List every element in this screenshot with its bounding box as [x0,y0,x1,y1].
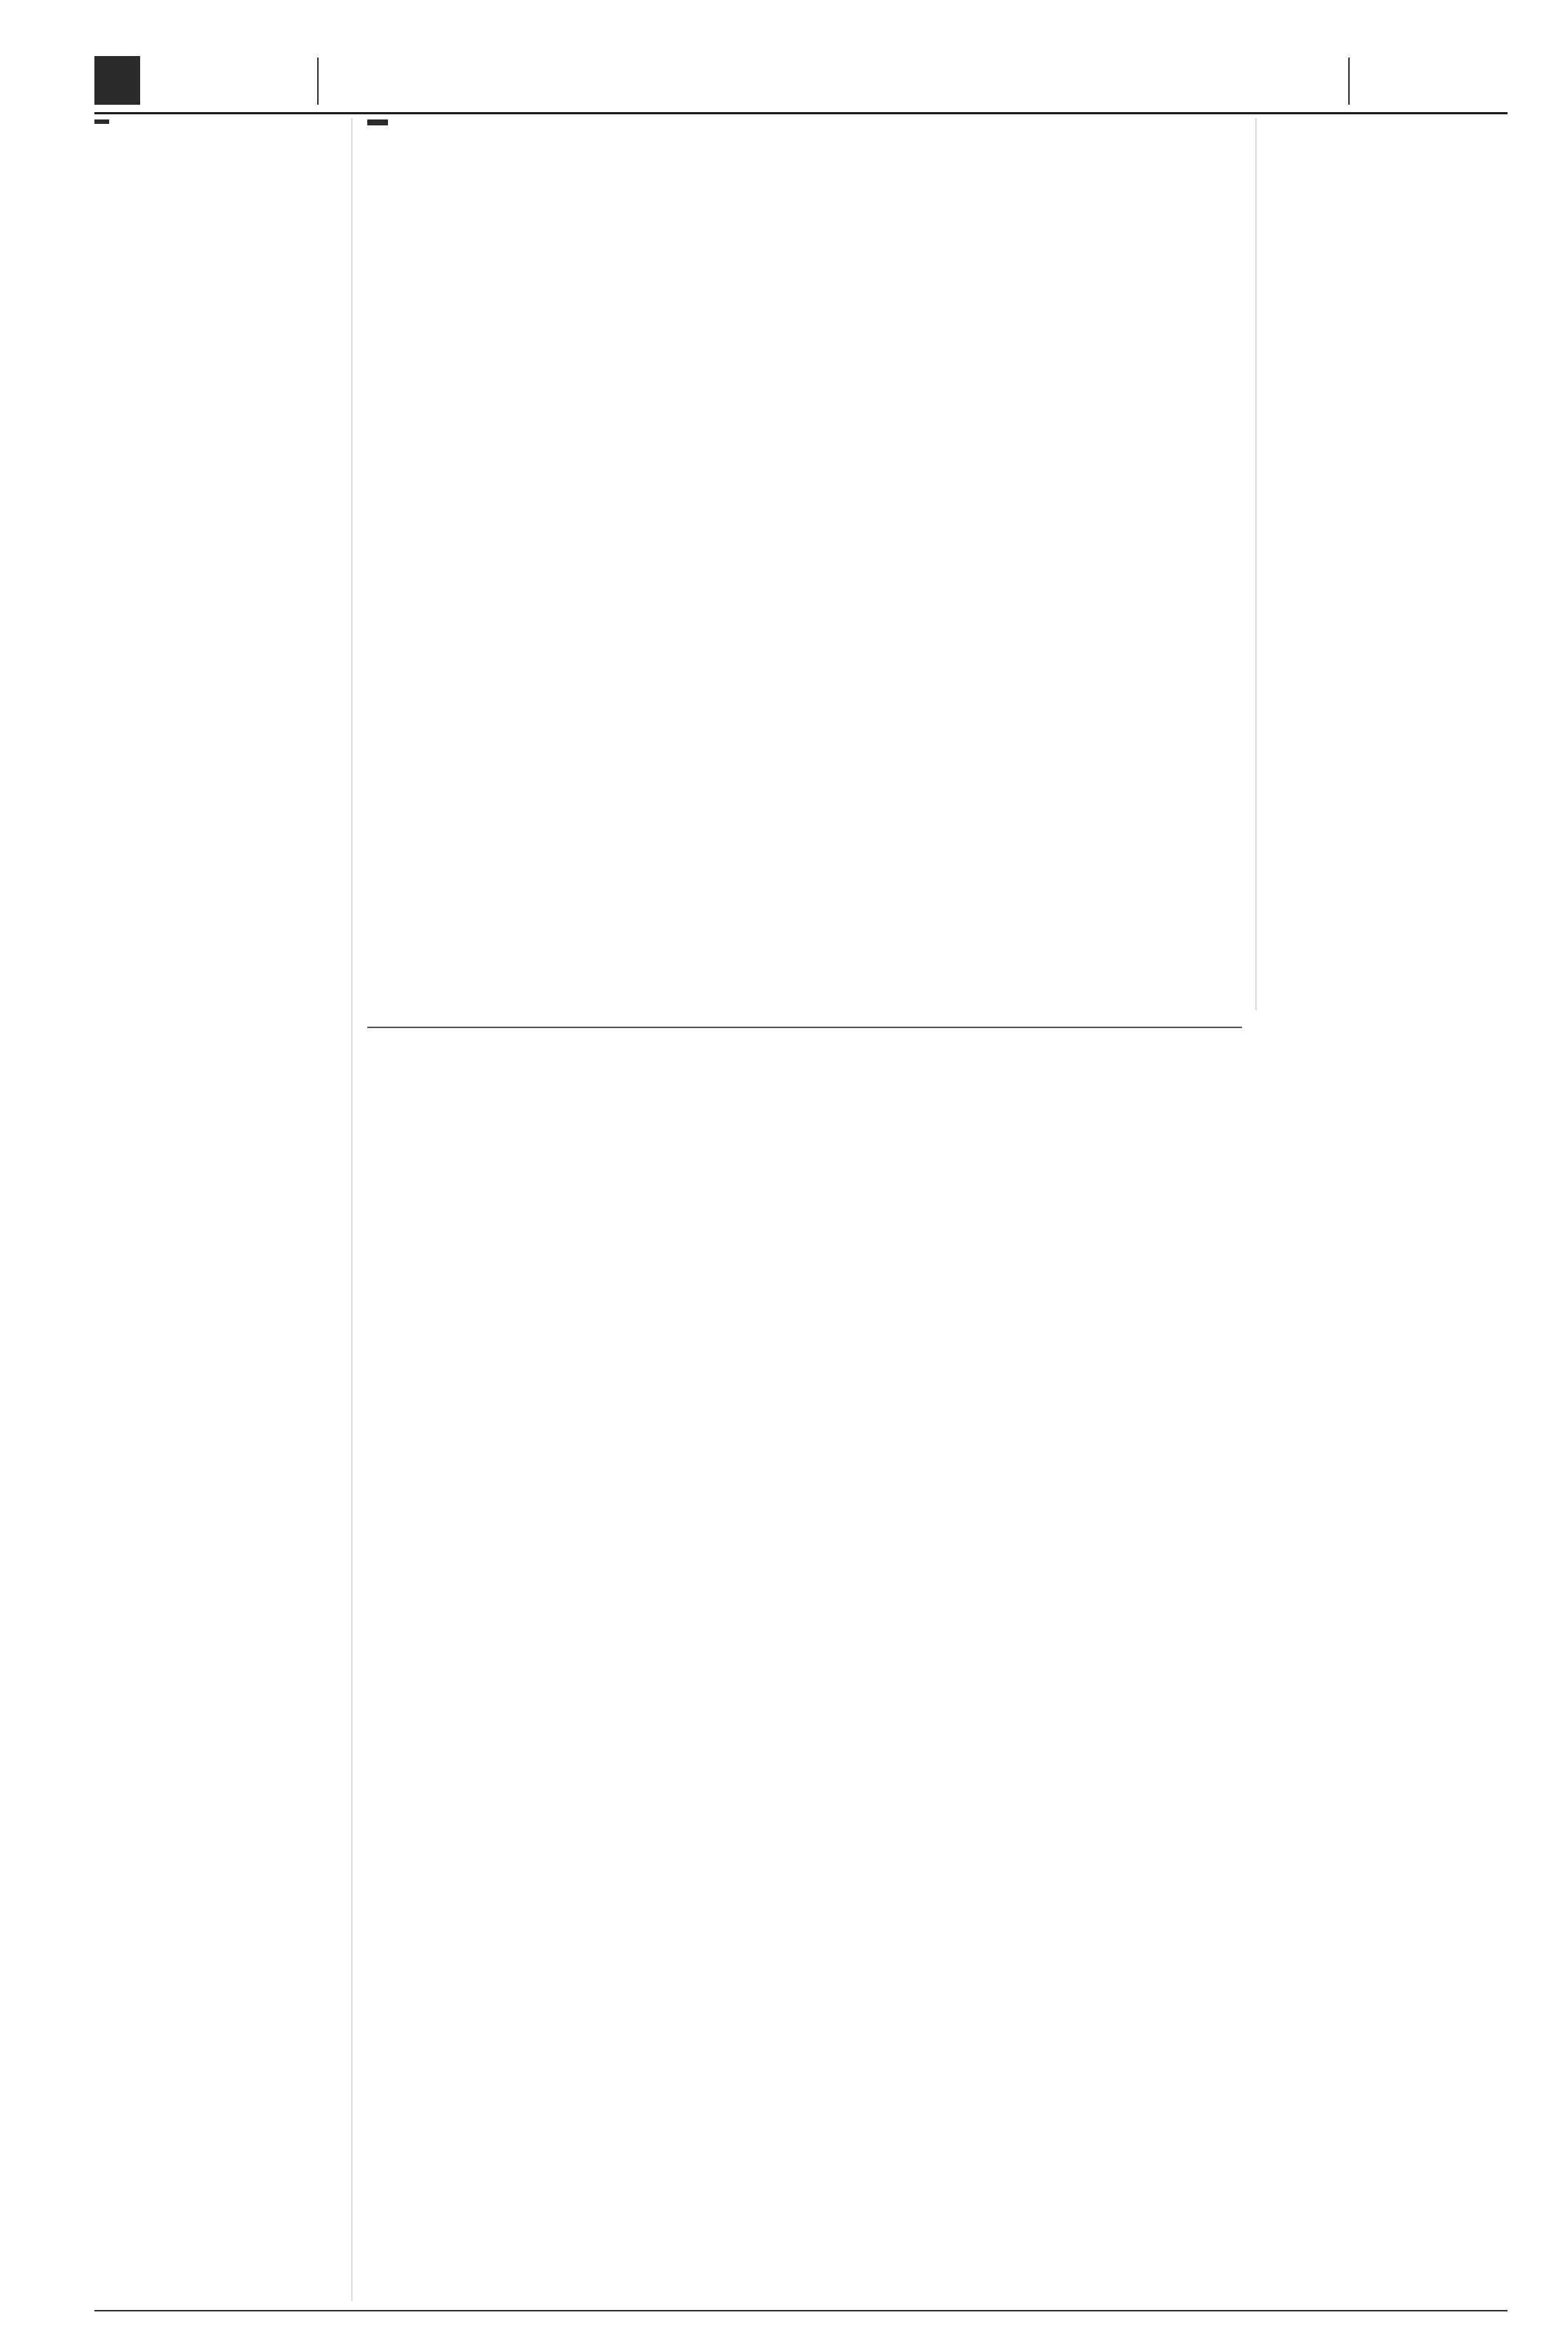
section-divider [367,1027,1242,1028]
right-news-column [1267,118,1508,2301]
column-divider [351,118,353,2301]
header-divider [317,58,319,105]
header-divider-right [1348,58,1350,105]
continued-story [367,1041,1242,2301]
column-divider-right [1255,118,1257,1010]
feature-body-top [367,373,1242,1015]
page-number [94,56,140,105]
footer-rule [94,2310,1508,2311]
column-tag [94,119,109,124]
feature-tag [367,119,388,125]
page-header [94,53,1508,114]
left-news-column [94,118,344,2301]
